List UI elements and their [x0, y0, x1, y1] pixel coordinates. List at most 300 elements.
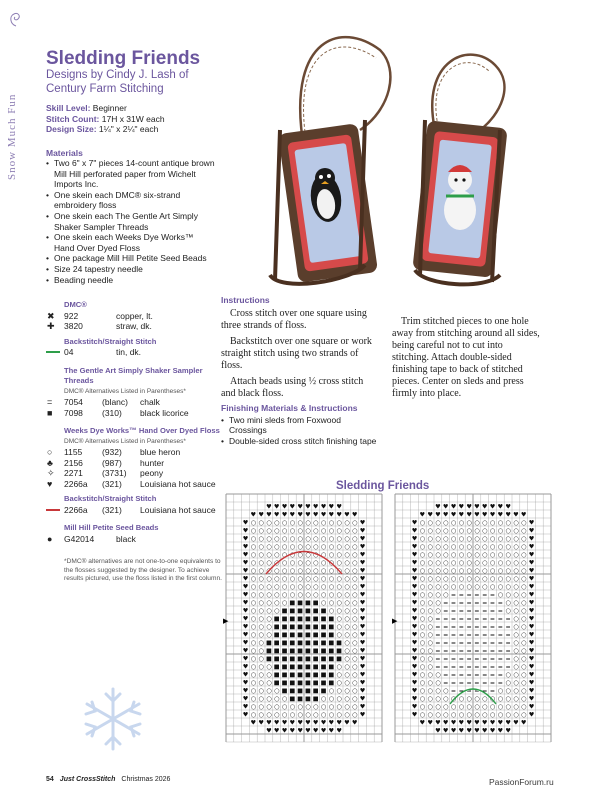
svg-text:♥: ♥ — [242, 551, 249, 559]
svg-text:=: = — [450, 679, 457, 687]
svg-text:○: ○ — [250, 655, 257, 663]
svg-text:○: ○ — [258, 679, 264, 687]
svg-text:=: = — [458, 599, 464, 607]
svg-text:○: ○ — [435, 551, 441, 559]
svg-text:○: ○ — [489, 575, 496, 583]
svg-text:=: = — [435, 663, 441, 671]
svg-text:○: ○ — [250, 671, 257, 679]
svg-text:♥: ♥ — [466, 727, 472, 735]
svg-text:○: ○ — [497, 583, 504, 591]
svg-text:♥: ♥ — [289, 511, 296, 519]
svg-text:♥: ♥ — [489, 511, 496, 519]
svg-text:○: ○ — [320, 543, 327, 551]
svg-text:○: ○ — [266, 591, 272, 599]
page-footer — [46, 776, 170, 783]
svg-text:♥: ♥ — [528, 599, 535, 607]
svg-text:■: ■ — [281, 671, 288, 679]
finishing-heading: Finishing Materials & Instructions — [221, 403, 358, 413]
svg-text:♥: ♥ — [273, 719, 280, 727]
svg-text:♥: ♥ — [528, 631, 535, 639]
svg-text:○: ○ — [289, 559, 296, 567]
svg-text:♥: ♥ — [497, 719, 504, 727]
svg-text:♥: ♥ — [281, 727, 288, 735]
svg-text:♥: ♥ — [411, 551, 418, 559]
page-number: 54 — [46, 776, 54, 783]
svg-text:=: = — [450, 639, 457, 647]
svg-text:○: ○ — [513, 711, 519, 719]
svg-text:○: ○ — [419, 591, 426, 599]
svg-text:♥: ♥ — [528, 575, 535, 583]
section-side-label: Snow Much Fun — [6, 93, 18, 180]
svg-text:○: ○ — [505, 583, 511, 591]
svg-text:○: ○ — [273, 575, 280, 583]
svg-text:○: ○ — [419, 647, 426, 655]
svg-text:♥: ♥ — [481, 727, 488, 735]
svg-text:○: ○ — [489, 583, 496, 591]
svg-text:○: ○ — [266, 631, 272, 639]
svg-text:○: ○ — [305, 567, 311, 575]
svg-text:○: ○ — [435, 535, 441, 543]
svg-text:○: ○ — [273, 551, 280, 559]
svg-text:○: ○ — [266, 711, 272, 719]
svg-text:♥: ♥ — [242, 607, 249, 615]
svg-text:○: ○ — [450, 567, 457, 575]
svg-text:=: = — [474, 631, 480, 639]
svg-text:■: ■ — [336, 655, 343, 663]
svg-text:○: ○ — [273, 591, 280, 599]
svg-text:=: = — [497, 607, 503, 615]
svg-text:○: ○ — [450, 583, 457, 591]
svg-text:=: = — [450, 615, 457, 623]
svg-text:=: = — [450, 623, 457, 631]
svg-text:○: ○ — [513, 631, 519, 639]
svg-text:=: = — [458, 591, 464, 599]
svg-text:=: = — [443, 655, 449, 663]
svg-text:■: ■ — [281, 647, 288, 655]
svg-text:♥: ♥ — [466, 503, 472, 511]
svg-text:■: ■ — [312, 631, 319, 639]
svg-text:○: ○ — [320, 519, 327, 527]
svg-text:○: ○ — [427, 583, 433, 591]
svg-text:○: ○ — [520, 535, 527, 543]
svg-text:♥: ♥ — [359, 623, 366, 631]
svg-text:=: = — [482, 679, 488, 687]
svg-text:♥: ♥ — [505, 719, 511, 727]
svg-text:○: ○ — [513, 535, 519, 543]
svg-text:○: ○ — [250, 575, 257, 583]
svg-text:○: ○ — [466, 559, 472, 567]
swirl-ornament-icon — [8, 10, 24, 28]
svg-text:♥: ♥ — [528, 591, 535, 599]
svg-text:○: ○ — [435, 567, 441, 575]
svg-text:=: = — [443, 639, 449, 647]
svg-text:○: ○ — [513, 591, 519, 599]
svg-text:○: ○ — [297, 567, 303, 575]
svg-text:○: ○ — [520, 527, 527, 535]
svg-text:○: ○ — [513, 695, 519, 703]
svg-text:=: = — [474, 663, 480, 671]
key-row: ○ 1155 (932) blue heron — [47, 447, 181, 458]
svg-text:○: ○ — [435, 591, 441, 599]
svg-text:○: ○ — [466, 575, 472, 583]
svg-text:○: ○ — [435, 711, 441, 719]
svg-text:○: ○ — [305, 575, 311, 583]
svg-text:○: ○ — [351, 711, 358, 719]
list-item: • Two 6" x 7" pieces 14-count antique brown Mill Hill perforated paper from Wichelt Imports Inc. — [46, 158, 216, 190]
svg-text:■: ■ — [289, 679, 296, 687]
svg-text:=: = — [482, 687, 488, 695]
svg-text:○: ○ — [481, 575, 488, 583]
svg-text:○: ○ — [435, 599, 441, 607]
svg-text:○: ○ — [513, 623, 519, 631]
svg-text:■: ■ — [320, 655, 327, 663]
svg-text:○: ○ — [266, 663, 272, 671]
svg-text:♥: ♥ — [435, 511, 441, 519]
svg-text:○: ○ — [266, 575, 272, 583]
svg-text:♥: ♥ — [297, 511, 303, 519]
svg-text:○: ○ — [481, 711, 488, 719]
svg-text:○: ○ — [281, 583, 288, 591]
svg-text:♥: ♥ — [297, 719, 303, 727]
svg-text:○: ○ — [450, 551, 457, 559]
svg-text:♥: ♥ — [250, 719, 257, 727]
svg-text:○: ○ — [250, 615, 257, 623]
svg-text:○: ○ — [351, 551, 358, 559]
svg-text:○: ○ — [351, 615, 358, 623]
svg-text:○: ○ — [442, 535, 449, 543]
svg-text:♥: ♥ — [359, 607, 366, 615]
svg-text:○: ○ — [419, 583, 426, 591]
svg-text:○: ○ — [513, 527, 519, 535]
svg-text:○: ○ — [351, 687, 358, 695]
svg-text:○: ○ — [419, 687, 426, 695]
svg-text:♥: ♥ — [359, 631, 366, 639]
svg-text:○: ○ — [273, 567, 280, 575]
svg-text:○: ○ — [474, 535, 480, 543]
svg-text:○: ○ — [351, 623, 358, 631]
svg-text:○: ○ — [250, 527, 257, 535]
svg-text:♥: ♥ — [359, 599, 366, 607]
svg-text:=: = — [497, 599, 503, 607]
svg-text:○: ○ — [505, 599, 511, 607]
svg-text:○: ○ — [497, 591, 504, 599]
svg-text:=: = — [505, 663, 511, 671]
svg-text:○: ○ — [281, 575, 288, 583]
svg-text:○: ○ — [336, 575, 342, 583]
svg-text:■: ■ — [281, 663, 288, 671]
svg-text:○: ○ — [289, 583, 296, 591]
svg-text:○: ○ — [442, 551, 449, 559]
key-row: ✧ 2271 (3731) peony — [47, 468, 164, 479]
svg-text:♥: ♥ — [528, 567, 535, 575]
svg-text:■: ■ — [289, 599, 296, 607]
svg-text:■: ■ — [289, 695, 296, 703]
svg-text:■: ■ — [297, 663, 304, 671]
svg-text:○: ○ — [497, 543, 504, 551]
svg-text:■: ■ — [289, 655, 296, 663]
svg-text:○: ○ — [258, 599, 264, 607]
svg-text:♥: ♥ — [528, 655, 535, 663]
svg-text:○: ○ — [466, 703, 472, 711]
svg-text:○: ○ — [289, 527, 296, 535]
svg-text:○: ○ — [336, 687, 342, 695]
svg-text:○: ○ — [351, 639, 358, 647]
svg-text:○: ○ — [450, 559, 457, 567]
svg-text:♥: ♥ — [359, 615, 366, 623]
svg-text:○: ○ — [305, 591, 311, 599]
svg-text:=: = — [450, 663, 457, 671]
svg-text:♥: ♥ — [359, 551, 366, 559]
svg-text:■: ■ — [273, 631, 280, 639]
svg-text:○: ○ — [344, 679, 350, 687]
svg-text:○: ○ — [442, 591, 449, 599]
svg-text:○: ○ — [289, 535, 296, 543]
project-specs — [46, 103, 165, 135]
svg-text:○: ○ — [466, 551, 472, 559]
svg-text:=: = — [450, 671, 457, 679]
svg-text:■: ■ — [320, 679, 327, 687]
svg-text:○: ○ — [419, 599, 426, 607]
svg-text:○: ○ — [520, 695, 527, 703]
svg-text:○: ○ — [281, 591, 288, 599]
svg-text:■: ■ — [312, 599, 319, 607]
svg-text:○: ○ — [466, 519, 472, 527]
svg-text:♥: ♥ — [458, 727, 465, 735]
svg-text:=: = — [443, 679, 449, 687]
snowflake-icon — [78, 684, 148, 754]
svg-text:=: = — [466, 623, 472, 631]
svg-text:=: = — [458, 687, 464, 695]
svg-text:♥: ♥ — [305, 503, 311, 511]
svg-text:=: = — [450, 599, 457, 607]
svg-text:■: ■ — [304, 615, 311, 623]
svg-text:○: ○ — [520, 639, 527, 647]
svg-text:♥: ♥ — [528, 679, 535, 687]
svg-text:○: ○ — [297, 703, 303, 711]
svg-text:○: ○ — [481, 535, 488, 543]
svg-text:○: ○ — [258, 535, 264, 543]
svg-text:○: ○ — [419, 623, 426, 631]
svg-text:♥: ♥ — [411, 687, 418, 695]
svg-text:♥: ♥ — [411, 591, 418, 599]
svg-text:■: ■ — [320, 623, 327, 631]
svg-text:○: ○ — [328, 519, 335, 527]
svg-text:○: ○ — [442, 711, 449, 719]
list-item: • Double-sided cross stitch finishing tape — [221, 436, 381, 447]
svg-text:○: ○ — [419, 631, 426, 639]
svg-text:♥: ♥ — [474, 719, 480, 727]
spec-design-size: Design Size: 1¼" x 2¼" each — [46, 124, 159, 134]
svg-text:■: ■ — [289, 639, 296, 647]
svg-text:○: ○ — [435, 543, 441, 551]
svg-text:○: ○ — [312, 551, 319, 559]
svg-text:♥: ♥ — [411, 519, 418, 527]
svg-text:=: = — [458, 623, 464, 631]
svg-text:○: ○ — [258, 583, 264, 591]
svg-text:○: ○ — [419, 559, 426, 567]
svg-text:♥: ♥ — [242, 615, 249, 623]
svg-text:=: = — [443, 623, 449, 631]
svg-text:=: = — [489, 671, 496, 679]
svg-text:○: ○ — [458, 559, 465, 567]
svg-text:■: ■ — [312, 671, 319, 679]
instructions-paragraph: Backstitch over one square or work straight stitch using two strands of floss. — [221, 336, 372, 371]
svg-text:■: ■ — [328, 679, 335, 687]
svg-text:○: ○ — [474, 703, 480, 711]
svg-text:○: ○ — [520, 703, 527, 711]
svg-text:○: ○ — [513, 575, 519, 583]
svg-text:○: ○ — [344, 615, 350, 623]
svg-text:○: ○ — [281, 559, 288, 567]
svg-text:○: ○ — [458, 583, 465, 591]
svg-text:■: ■ — [304, 687, 311, 695]
svg-text:○: ○ — [305, 711, 311, 719]
svg-text:=: = — [505, 639, 511, 647]
svg-text:○: ○ — [281, 567, 288, 575]
svg-text:○: ○ — [520, 687, 527, 695]
svg-text:♥: ♥ — [359, 671, 366, 679]
svg-text:○: ○ — [266, 527, 272, 535]
svg-text:○: ○ — [351, 703, 358, 711]
svg-text:♥: ♥ — [450, 719, 457, 727]
svg-text:○: ○ — [489, 519, 496, 527]
svg-text:♥: ♥ — [419, 719, 426, 727]
svg-text:○: ○ — [427, 663, 433, 671]
svg-text:○: ○ — [250, 695, 257, 703]
svg-text:=: = — [466, 663, 472, 671]
svg-text:○: ○ — [336, 703, 342, 711]
svg-text:■: ■ — [297, 679, 304, 687]
svg-text:○: ○ — [305, 583, 311, 591]
svg-text:○: ○ — [435, 575, 441, 583]
svg-text:○: ○ — [427, 679, 433, 687]
svg-text:○: ○ — [481, 583, 488, 591]
svg-text:■: ■ — [328, 647, 335, 655]
svg-text:○: ○ — [505, 575, 511, 583]
backstitch-line-red — [46, 509, 60, 511]
svg-text:○: ○ — [427, 575, 433, 583]
svg-text:○: ○ — [344, 647, 350, 655]
svg-text:■: ■ — [312, 687, 319, 695]
svg-text:○: ○ — [328, 551, 335, 559]
svg-text:=: = — [458, 679, 464, 687]
svg-text:■: ■ — [297, 687, 304, 695]
svg-text:■: ■ — [281, 631, 288, 639]
svg-text:○: ○ — [458, 519, 465, 527]
svg-text:■: ■ — [289, 607, 296, 615]
svg-text:○: ○ — [513, 671, 519, 679]
svg-text:♥: ♥ — [458, 503, 465, 511]
svg-text:■: ■ — [320, 639, 327, 647]
svg-text:=: = — [474, 647, 480, 655]
magazine-name: Just CrossStitch — [59, 776, 116, 783]
svg-text:○: ○ — [336, 607, 342, 615]
svg-text:♥: ♥ — [411, 559, 418, 567]
svg-text:♥: ♥ — [411, 663, 418, 671]
svg-text:♥: ♥ — [320, 511, 327, 519]
svg-text:○: ○ — [258, 671, 264, 679]
svg-text:♥: ♥ — [528, 519, 535, 527]
svg-text:○: ○ — [435, 583, 441, 591]
svg-text:○: ○ — [297, 711, 303, 719]
svg-text:○: ○ — [442, 583, 449, 591]
svg-text:=: = — [458, 615, 464, 623]
svg-text:=: = — [489, 647, 496, 655]
svg-text:=: = — [482, 599, 488, 607]
svg-text:○: ○ — [450, 575, 457, 583]
svg-text:○: ○ — [344, 607, 350, 615]
svg-text:♥: ♥ — [242, 575, 249, 583]
svg-text:○: ○ — [281, 551, 288, 559]
svg-text:■: ■ — [312, 655, 319, 663]
svg-text:♥: ♥ — [242, 527, 249, 535]
svg-text:=: = — [466, 639, 472, 647]
svg-text:○: ○ — [419, 671, 426, 679]
svg-text:○: ○ — [258, 663, 264, 671]
svg-text:○: ○ — [344, 671, 350, 679]
svg-text:■: ■ — [297, 615, 304, 623]
svg-text:○: ○ — [312, 711, 319, 719]
svg-text:■: ■ — [304, 599, 311, 607]
svg-text:○: ○ — [427, 607, 433, 615]
svg-text:○: ○ — [481, 559, 488, 567]
svg-text:=: = — [450, 591, 457, 599]
svg-text:♥: ♥ — [281, 511, 288, 519]
svg-text:○: ○ — [442, 543, 449, 551]
svg-text:■: ■ — [265, 639, 272, 647]
svg-text:○: ○ — [273, 607, 280, 615]
svg-text:○: ○ — [442, 575, 449, 583]
svg-text:○: ○ — [344, 575, 350, 583]
svg-text:♥: ♥ — [450, 503, 457, 511]
svg-text:♥: ♥ — [427, 719, 433, 727]
svg-text:=: = — [482, 591, 488, 599]
svg-text:○: ○ — [351, 591, 358, 599]
key-heading-backstitch: Backstitch/Straight Stitch — [64, 494, 157, 503]
svg-text:○: ○ — [458, 535, 465, 543]
svg-text:♥: ♥ — [411, 647, 418, 655]
svg-text:○: ○ — [474, 583, 480, 591]
svg-text:♥: ♥ — [528, 583, 535, 591]
svg-text:♥: ♥ — [435, 503, 441, 511]
svg-text:○: ○ — [497, 711, 504, 719]
svg-text:○: ○ — [297, 551, 303, 559]
svg-text:♥: ♥ — [242, 703, 249, 711]
svg-text:○: ○ — [419, 527, 426, 535]
svg-text:=: = — [489, 615, 496, 623]
svg-text:=: = — [466, 615, 472, 623]
svg-text:○: ○ — [505, 535, 511, 543]
svg-text:○: ○ — [328, 559, 335, 567]
backstitch-line-green — [46, 351, 60, 353]
svg-text:○: ○ — [442, 695, 449, 703]
svg-text:○: ○ — [258, 647, 264, 655]
svg-text:○: ○ — [320, 559, 327, 567]
svg-text:○: ○ — [520, 679, 527, 687]
svg-text:♥: ♥ — [481, 511, 488, 519]
svg-text:○: ○ — [320, 599, 327, 607]
svg-text:○: ○ — [344, 687, 350, 695]
svg-text:○: ○ — [328, 527, 335, 535]
svg-text:○: ○ — [427, 703, 433, 711]
svg-text:○: ○ — [489, 527, 496, 535]
svg-text:♥: ♥ — [242, 679, 249, 687]
svg-text:○: ○ — [281, 703, 288, 711]
svg-text:♥: ♥ — [242, 639, 249, 647]
svg-text:○: ○ — [513, 655, 519, 663]
svg-text:○: ○ — [273, 695, 280, 703]
svg-text:○: ○ — [427, 711, 433, 719]
